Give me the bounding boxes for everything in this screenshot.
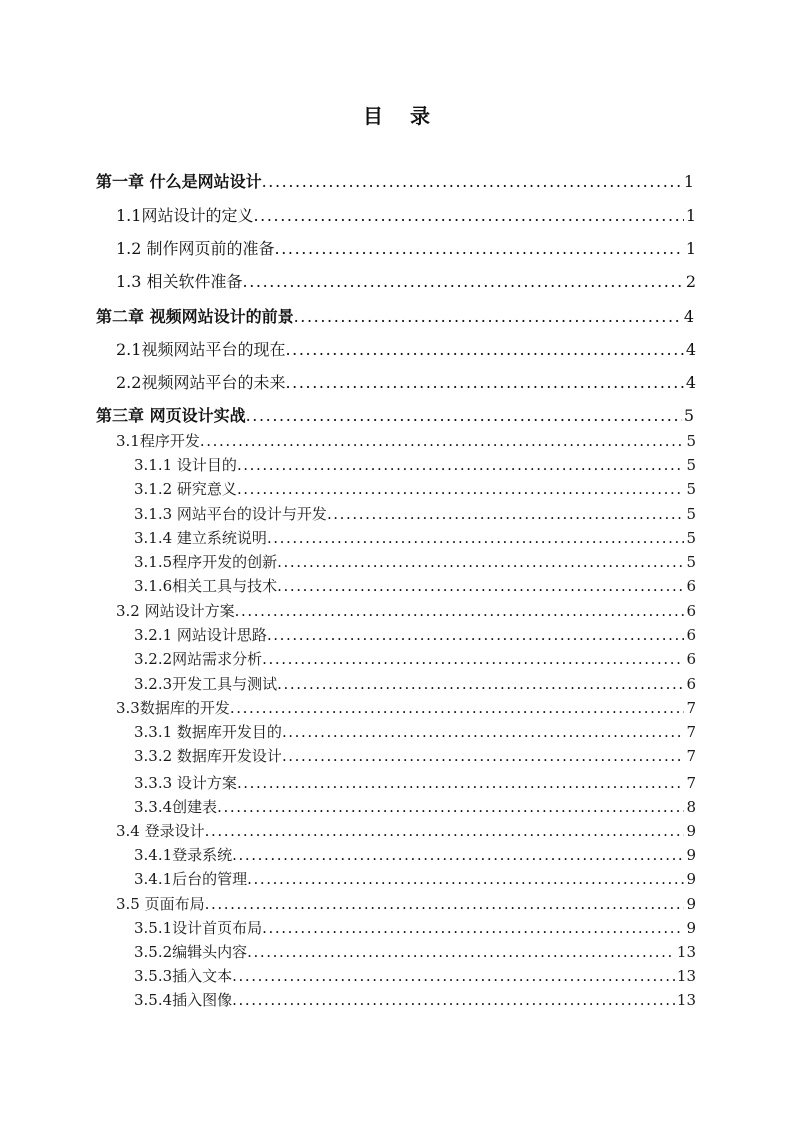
toc-entry-3-4-1[interactable] [134, 845, 696, 865]
toc-entry-label: 3.2.3开发工具与测试 [134, 675, 278, 693]
toc-entry-3-5-2[interactable] [134, 942, 696, 962]
toc-entry-3-5-3[interactable] [134, 966, 696, 986]
toc-entry-label: 3.3数据库的开发 [116, 699, 230, 717]
toc-entry-3-1-3[interactable] [134, 504, 696, 524]
toc-entry-page: 5 [686, 480, 696, 498]
toc-entry-3-1-5[interactable] [134, 552, 696, 572]
toc-entry-page: 4 [685, 373, 696, 392]
toc-entry-label: 1.3 相关软件准备 [116, 272, 243, 291]
toc-entry-3-3[interactable] [116, 698, 696, 718]
dot-leader [277, 576, 684, 596]
toc-entry-page: 2 [685, 272, 696, 291]
toc-entry-1-3[interactable] [116, 272, 696, 292]
toc-entry-3-3-2[interactable] [134, 746, 696, 766]
toc-entry-chapter-3[interactable] [96, 406, 694, 426]
toc-entry-label: 2.1视频网站平台的现在 [116, 340, 286, 359]
toc-entry-label: 3.1程序开发 [116, 432, 200, 450]
toc-entry-label: 3.5.4插入图像 [134, 991, 233, 1009]
toc-entry-label: 3.1.5程序开发的创新 [134, 553, 278, 571]
toc-entry-page: 4 [685, 340, 696, 359]
toc-entry-chapter-2[interactable] [96, 307, 694, 327]
toc-entry-label: 3.3.1 数据库开发目的 [134, 723, 282, 741]
toc-entry-label: 3.1.6相关工具与技术 [134, 577, 278, 595]
toc-entry-label: 3.4.1后台的管理 [134, 870, 248, 888]
dot-leader [205, 821, 685, 841]
toc-entry-page: 7 [686, 774, 696, 792]
dot-leader [262, 918, 684, 938]
toc-entry-3-4[interactable] [116, 821, 696, 841]
toc-entry-page: 5 [686, 553, 696, 571]
toc-entry-page: 1 [683, 172, 694, 191]
toc-entry-page: 6 [686, 602, 696, 620]
dot-leader [232, 966, 675, 986]
toc-entry-3-2-1[interactable] [134, 625, 696, 645]
dot-leader [262, 172, 682, 192]
dot-leader [237, 479, 685, 499]
toc-entry-label: 3.5 页面布局 [116, 895, 205, 913]
toc-entry-page: 6 [686, 675, 696, 693]
toc-entry-label: 3.2.2网站需求分析 [134, 650, 263, 668]
toc-entry-3-4-1b[interactable] [134, 869, 696, 889]
toc-entry-label: 3.3.3 设计方案 [134, 774, 237, 792]
toc-entry-label: 3.3.4创建表 [134, 798, 218, 816]
dot-leader [243, 272, 684, 292]
toc-entry-page: 5 [686, 432, 696, 450]
toc-entry-3-1[interactable] [116, 431, 696, 451]
dot-leader [253, 206, 683, 226]
dot-leader [277, 674, 684, 694]
toc-entry-3-2-3[interactable] [134, 674, 696, 694]
dot-leader [235, 601, 685, 621]
toc-entry-page: 9 [686, 822, 696, 840]
toc-entry-label: 3.3.2 数据库开发设计 [134, 747, 282, 765]
dot-leader [246, 406, 682, 426]
dot-leader [247, 869, 684, 889]
dot-leader [285, 373, 683, 393]
dot-leader [282, 746, 685, 766]
toc-entry-3-3-3[interactable] [134, 773, 696, 793]
toc-entry-3-2-2[interactable] [134, 649, 696, 669]
toc-entry-label: 3.4 登录设计 [116, 822, 205, 840]
toc-entry-3-1-6[interactable] [134, 576, 696, 596]
toc-entry-page: 9 [686, 870, 696, 888]
toc-entry-page: 5 [683, 406, 694, 425]
dot-leader [282, 722, 685, 742]
toc-entry-label: 第三章 网页设计实战 [96, 406, 246, 425]
toc-entry-page: 13 [676, 991, 696, 1009]
toc-entry-3-2[interactable] [116, 601, 696, 621]
toc-entry-1-1[interactable] [116, 206, 696, 226]
toc-entry-label: 3.1.4 建立系统说明 [134, 529, 267, 547]
toc-entry-page: 1 [685, 239, 696, 258]
toc-entry-page: 9 [686, 919, 696, 937]
toc-entry-label: 2.2视频网站平台的未来 [116, 373, 286, 392]
toc-entry-page: 5 [686, 505, 696, 523]
dot-leader [230, 698, 685, 718]
dot-leader [232, 845, 684, 865]
toc-entry-label: 3.2 网站设计方案 [116, 602, 235, 620]
dot-leader [205, 894, 685, 914]
toc-entry-page: 13 [676, 967, 696, 985]
dot-leader [275, 239, 684, 259]
toc-entry-page: 6 [686, 626, 696, 644]
dot-leader [267, 625, 685, 645]
toc-entry-label: 3.1.1 设计目的 [134, 456, 237, 474]
toc-entry-page: 6 [686, 650, 696, 668]
toc-entry-label: 3.2.1 网站设计思路 [134, 626, 267, 644]
toc-entry-1-2[interactable] [116, 239, 696, 259]
toc-entry-page: 7 [686, 723, 696, 741]
toc-entry-label: 1.2 制作网页前的准备 [116, 239, 275, 258]
dot-leader [237, 455, 685, 475]
toc-entry-2-1[interactable] [116, 340, 696, 360]
toc-entry-page: 9 [686, 846, 696, 864]
toc-entry-2-2[interactable] [116, 373, 696, 393]
dot-leader [247, 942, 675, 962]
dot-leader [232, 990, 675, 1010]
toc-entry-page: 9 [686, 895, 696, 913]
toc-entry-page: 5 [686, 456, 696, 474]
toc-entry-page: 4 [683, 307, 694, 326]
toc-entry-label: 第二章 视频网站设计的前景 [96, 307, 294, 326]
dot-leader [285, 340, 683, 360]
dot-leader [277, 552, 684, 572]
toc-entry-3-5-1[interactable] [134, 918, 696, 938]
toc-entry-label: 3.5.3插入文本 [134, 967, 233, 985]
toc-entry-chapter-1[interactable] [96, 172, 694, 192]
dot-leader [262, 649, 684, 669]
dot-leader [294, 307, 682, 327]
toc-entry-3-5[interactable] [116, 894, 696, 914]
toc-entry-page: 6 [686, 577, 696, 595]
dot-leader [237, 773, 685, 793]
toc-entry-label: 1.1网站设计的定义 [116, 206, 254, 225]
toc-entry-page: 7 [686, 699, 696, 717]
toc-entry-label: 3.5.2编辑头内容 [134, 943, 248, 961]
toc-entry-page: 5 [686, 529, 696, 547]
toc-entry-label: 3.1.3 网站平台的设计与开发 [134, 505, 327, 523]
toc-entry-page: 8 [686, 798, 696, 816]
toc-title: 目 录 [363, 104, 440, 128]
toc-entry-3-1-1[interactable] [134, 455, 696, 475]
toc-entry-3-3-1[interactable] [134, 722, 696, 742]
toc-entry-3-1-2[interactable] [134, 479, 696, 499]
toc-entry-3-3-4[interactable] [134, 797, 696, 817]
dot-leader [200, 431, 685, 451]
dot-leader [327, 504, 685, 524]
dot-leader [267, 528, 685, 548]
toc-entry-page: 1 [685, 206, 696, 225]
toc-entry-label: 3.4.1登录系统 [134, 846, 233, 864]
toc-entry-label: 第一章 什么是网站设计 [96, 172, 262, 191]
toc-entry-page: 13 [676, 943, 696, 961]
toc-entry-label: 3.1.2 研究意义 [134, 480, 237, 498]
toc-entry-3-1-4[interactable] [134, 528, 696, 548]
toc-entry-3-5-4[interactable] [134, 990, 696, 1010]
toc-entry-page: 7 [686, 747, 696, 765]
dot-leader [217, 797, 684, 817]
toc-entry-label: 3.5.1设计首页布局 [134, 919, 263, 937]
